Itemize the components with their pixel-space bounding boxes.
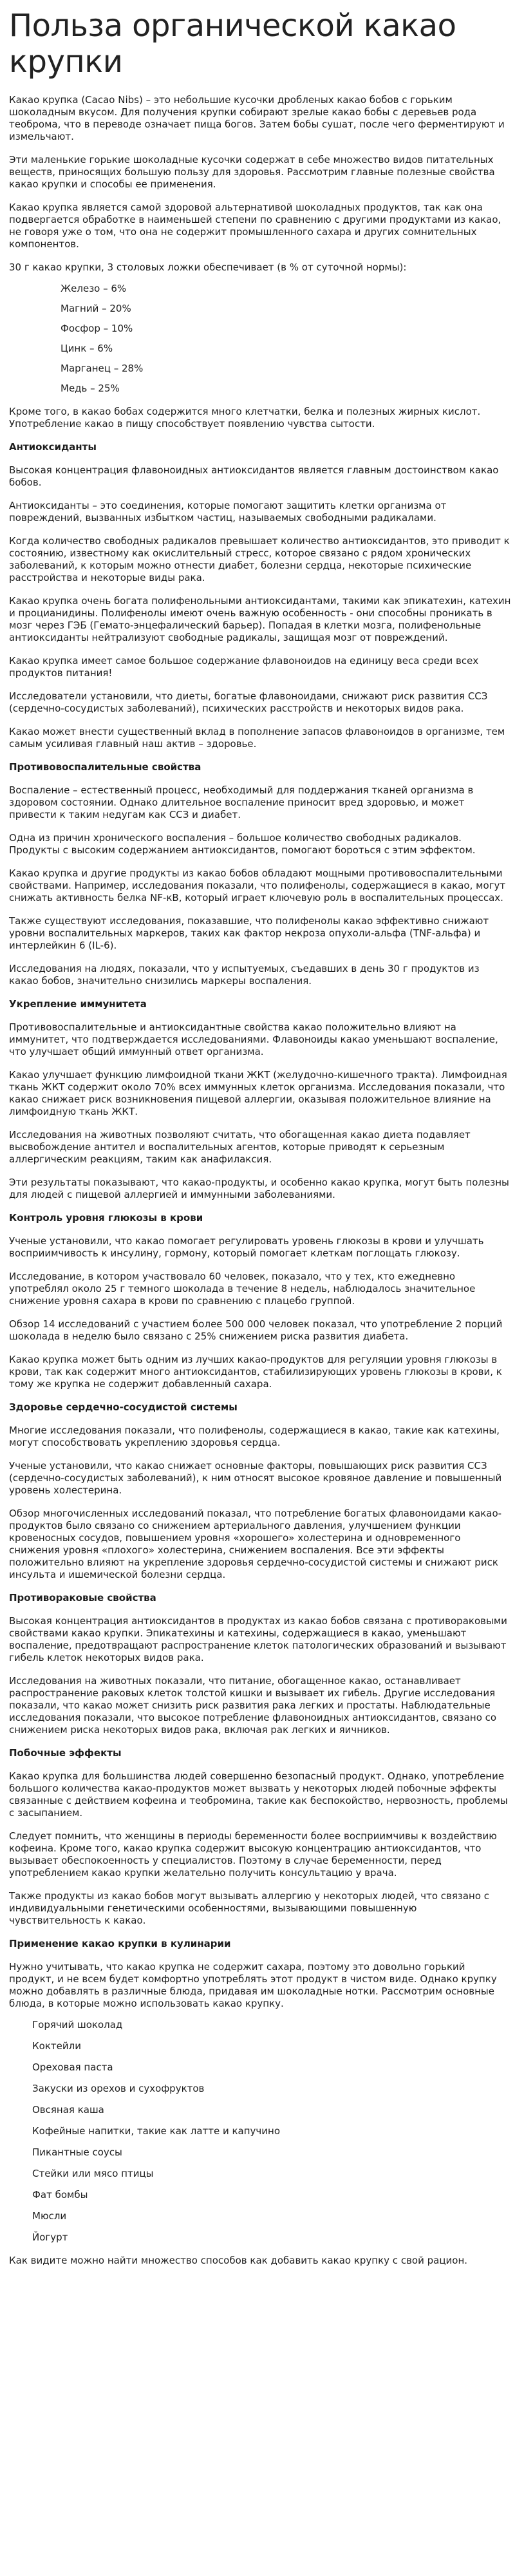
section-paragraph: Исследователи установили, что диеты, богатые флавоноидами, снижают риск развития ССЗ (сердечно-сосудистых заболеваний), психических расстройств и некоторых видов рака. <box>9 690 488 714</box>
dish-item: Коктейли <box>32 2040 81 2052</box>
dish-item: Стейки или мясо птицы <box>32 2168 154 2179</box>
nutrient-item: Магний – 20% <box>61 303 131 314</box>
section-paragraph: Исследование, в котором участвовало 60 человек, показало, что у тех, кто ежедневно употреблял около 25 г темного шоколада в течение 8 недель, наблюдалось значительное снижение уровня сахара в крови по сравнению с плацебо группой. <box>9 1271 476 1307</box>
dish-item: Горячий шоколад <box>32 2019 123 2031</box>
culinary-outro: Как видите можно найти множество способов как добавить какао крупку с свой рацион. <box>9 2255 468 2266</box>
intro-paragraph: Эти маленькие горькие шоколадные кусочки содержат в себе множество видов питательных веществ, приносящих большую пользу для здоровья. Рассмотрим главные полезные свойства какао крупки и способы ее применения. <box>9 154 495 190</box>
nutrient-item: Медь – 25% <box>61 383 120 394</box>
dish-item: Йогурт <box>32 2231 68 2243</box>
article <box>9 0 511 2267</box>
intro-paragraph: Какао крупка (Cacao Nibs) – это небольшие кусочки дробленых какао бобов с горьким шоколадным вкусом. Для получения крупки собирают зрелые какао бобы с деревьев рода теоброма, что в переводе означает пища богов. Затем бобы сушат, после чего ферментируют и измельчают. <box>9 94 505 142</box>
dish-item: Кофейные напитки, такие как латте и капучино <box>32 2125 281 2137</box>
section-paragraph: Ученые установили, что какао снижает основные факторы, повышающих риск развития ССЗ (сердечно-сосудистых заболеваний), к ним относят высокое кровяное давление и повышенный уровень холестерина. <box>9 1460 502 1496</box>
dish-item: Пикантные соусы <box>32 2146 122 2158</box>
nutrient-item: Железо – 6% <box>61 283 127 294</box>
dish-item: Закуски из орехов и сухофруктов <box>32 2083 205 2094</box>
section-heading: Противораковые свойства <box>9 1592 156 1604</box>
section-heading: Антиоксиданты <box>9 441 97 453</box>
section-paragraph: Также продукты из какао бобов могут вызывать аллергию у некоторых людей, что связано с индивидуальными генетическими особенностями, вызывающими повышенную чувствительность к какао. <box>9 1890 490 1926</box>
section-paragraph: Какао крупка может быть одним из лучших какао-продуктов для регуляции уровня глюкозы в крови, так как содержит много антиоксидантов, стабилизирующих уровень глюкозы в крови, к тому же крупка не содержит добавленный сахара. <box>9 1354 502 1390</box>
dish-list <box>9 2019 511 2244</box>
section-paragraph: Антиоксиданты – это соединения, которые помогают защитить клетки организма от повреждений, вызванных избытком частиц, называемых свободными радикалами. <box>9 500 447 524</box>
nutrient-item: Фосфор – 10% <box>61 323 133 334</box>
section-paragraph: Одна из причин хронического воспаления – большое количество свободных радикалов. Продукты с высоким содержанием антиоксидантов, помогают бороться с этим эффектом. <box>9 832 476 856</box>
section-paragraph: Многие исследования показали, что полифенолы, содержащиеся в какао, такие как катехины, могут способствовать укреплению здоровья сердца. <box>9 1425 500 1448</box>
intro-paragraph: Какао крупка является самой здоровой альтернативой шоколадных продуктов, так как она подвергается обработке в наименьшей степени по сравнению с другими продуктами из какао, не говоря уже о том, что она не содержит промышленного сахара и других сомнительных компонентов. <box>9 202 501 250</box>
section-paragraph: Обзор 14 исследований с участием более 500 000 человек показал, что употребление 2 порций шоколада в неделю было связано с 25% снижением риска развития диабета. <box>9 1318 503 1342</box>
article-sections <box>9 441 511 1927</box>
section-paragraph: Воспаление – естественный процесс, необходимый для поддержания тканей организма в здоровом состоянии. Однако длительное воспаление приносит вред здоровью, и может привести к таким недугам как ССЗ и диабет. <box>9 784 474 820</box>
nutrient-list <box>9 283 511 395</box>
section-heading: Применение какао крупки в кулинарии <box>9 1938 231 1949</box>
article-title: Польза органической какао крупки <box>9 8 456 80</box>
nutrient-item: Марганец – 28% <box>61 363 144 374</box>
section-paragraph: Какао крупка и другие продукты из какао бобов обладают мощными противовоспалительными свойствами. Например, исследования показали, что полифенолы, содержащиеся в какао, могут снижать активность белка NF-кВ, который играет ключевую роль в воспалительных процессах. <box>9 867 506 904</box>
culinary-intro: Нужно учитывать, что какао крупка не содержит сахара, поэтому это довольно горький продукт, и не всем будет комфортно употреблять этот продукт в чистом виде. Однако крупку можно добавлять в различные блюда, придавая им шоколадные нотки. Рассмотрим основные блюда, в которые можно использовать какао крупку. <box>9 1961 497 2009</box>
dish-item: Фат бомбы <box>32 2189 88 2201</box>
section-paragraph: Какао крупка очень богата полифенольными антиоксидантами, такими как эпикатехин, катехин и процианидины. Полифенолы имеют очень важную особенность - они способны проникать в мозг через ГЭБ (Гемато-энцефалический барьер). Попадая в клетки мозга, полифенольные антиоксиданты нейтрализуют свободные радикалы, защищая мозг от повреждений. <box>9 595 511 643</box>
section-paragraph: Ученые установили, что какао помогает регулировать уровень глюкозы в крови и улучшать восприимчивость к инсулину, гормону, который помогает клеткам поглощать глюкозу. <box>9 1235 484 1259</box>
section-paragraph: Обзор многочисленных исследований показал, что потребление богатых флавоноидами какао-продуктов было связано со снижением артериального давления, улучшением функции кровеносных сосудов, повышением уровня «хорошего» холестерина и одновременного снижения уровня «плохого» холестерина, снижением воспаления. Все эти эффекты положительно влияют на укрепление здоровья сердечно-сосудистой системы и снижают риск инсульта и ишемической болезни сердца. <box>9 1508 502 1580</box>
section-paragraph: Высокая концентрация флавоноидных антиоксидантов является главным достоинством какао бобов. <box>9 464 499 488</box>
dish-item: Мюсли <box>32 2210 67 2222</box>
section-paragraph: Исследования на людях, показали, что у испытуемых, съедавших в день 30 г продуктов из какао бобов, значительно снизились маркеры воспаления. <box>9 963 480 987</box>
section-paragraph: Эти результаты показывают, что какао-продукты, и особенно какао крупка, могут быть полезны для людей с пищевой аллергией и иммунными заболеваниями. <box>9 1177 509 1200</box>
section-paragraph: Какао крупка имеет самое большое содержание флавоноидов на единицу веса среди всех продуктов питания! <box>9 655 479 679</box>
section-paragraph: Следует помнить, что женщины в периоды беременности более восприимчивы к воздействию кофеина. Кроме того, какао крупка содержит высокую концентрацию антиоксидантов, что вызывает обеспокоенность у специалистов. Поэтому в случае беременности, перед употреблением какао крупки желательно получить консультацию у врача. <box>9 1830 497 1879</box>
nutrients-note: Кроме того, в какао бобах содержится много клетчатки, белка и полезных жирных кислот. Употребление какао в пищу способствует появлению чувства сытости. <box>9 406 481 430</box>
section-paragraph: Также существуют исследования, показавшие, что полифенолы какао эффективно снижают уровни воспалительных маркеров, таких как фактор некроза опухоли-альфа (TNF-альфа) и интерлейкин 6 (IL-6). <box>9 915 489 951</box>
section-paragraph: Какао может внести существенный вклад в пополнение запасов флавоноидов в организме, тем самым усиливая главный наш актив – здоровье. <box>9 726 505 750</box>
intro-paragraph: 30 г какао крупки, 3 столовых ложки обеспечивает (в % от суточной нормы): <box>9 261 407 273</box>
section-paragraph: Какао крупка для большинства людей совершенно безопасный продукт. Однако, употребление большого количества какао-продуктов может вызвать у некоторых людей побочные эффекты связанные с действием кофеина и теобромина, такие как беспокойство, нервозность, проблемы с засыпанием. <box>9 1770 508 1819</box>
dish-item: Ореховая паста <box>32 2061 113 2073</box>
section-heading: Контроль уровня глюкозы в крови <box>9 1212 203 1224</box>
section-heading: Побочные эффекты <box>9 1747 122 1759</box>
section-paragraph: Когда количество свободных радикалов превышает количество антиоксидантов, это приводит к состоянию, известному как окислительный стресс, которое связано с рядом хронических заболеваний, к которым можно отнести диабет, болезни сердца, некоторые психические расстройства и некоторые виды рака. <box>9 535 510 583</box>
section-paragraph: Исследования на животных позволяют считать, что обогащенная какао диета подавляет высвобождение антител и воспалительных агентов, которые приводят к серьезным аллергическим реакциям, таким как анафилаксия. <box>9 1129 471 1165</box>
dish-item: Овсяная каша <box>32 2104 104 2116</box>
section-heading: Противовоспалительные свойства <box>9 761 201 773</box>
nutrient-item: Цинк – 6% <box>61 343 113 354</box>
section-paragraph: Какао улучшает функцию лимфоидной ткани ЖКТ (желудочно-кишечного тракта). Лимфоидная ткань ЖКТ содержит около 70% всех иммунных клеток организма. Исследования показали, что какао снижает риск возникновения пищевой аллергии, оказывая положительное влияние на лимфоидную ткань ЖКТ. <box>9 1069 507 1117</box>
section-paragraph: Исследования на животных показали, что питание, обогащенное какао, останавливает распространение раковых клеток толстой кишки и вызывает их гибель. Другие исследования показали, что какао может снизить риск развития рака легких и простаты. Наблюдательные исследования показали, что высокое потребление флавоноидных антиоксидантов, связано со снижением риска некоторых видов рака, включая рак легких и яичников. <box>9 1675 497 1736</box>
section-paragraph: Высокая концентрация антиоксидантов в продуктах из какао бобов связана с противораковыми свойствами какао крупки. Эпикатехины и катехины, содержащиеся в какао, уменьшают воспаление, предотвращают распространение клеток патологических образований и вызывают гибель клеток некоторых видов рака. <box>9 1615 507 1663</box>
section-heading: Здоровье сердечно-сосудистой системы <box>9 1401 238 1413</box>
section-paragraph: Противовоспалительные и антиоксидантные свойства какао положительно влияют на иммунитет, что подтверждается исследованиями. Флавоноиды какао уменьшают воспаление, что улучшает общий иммунный ответ организма. <box>9 1021 498 1057</box>
section-heading: Укрепление иммунитета <box>9 998 147 1010</box>
